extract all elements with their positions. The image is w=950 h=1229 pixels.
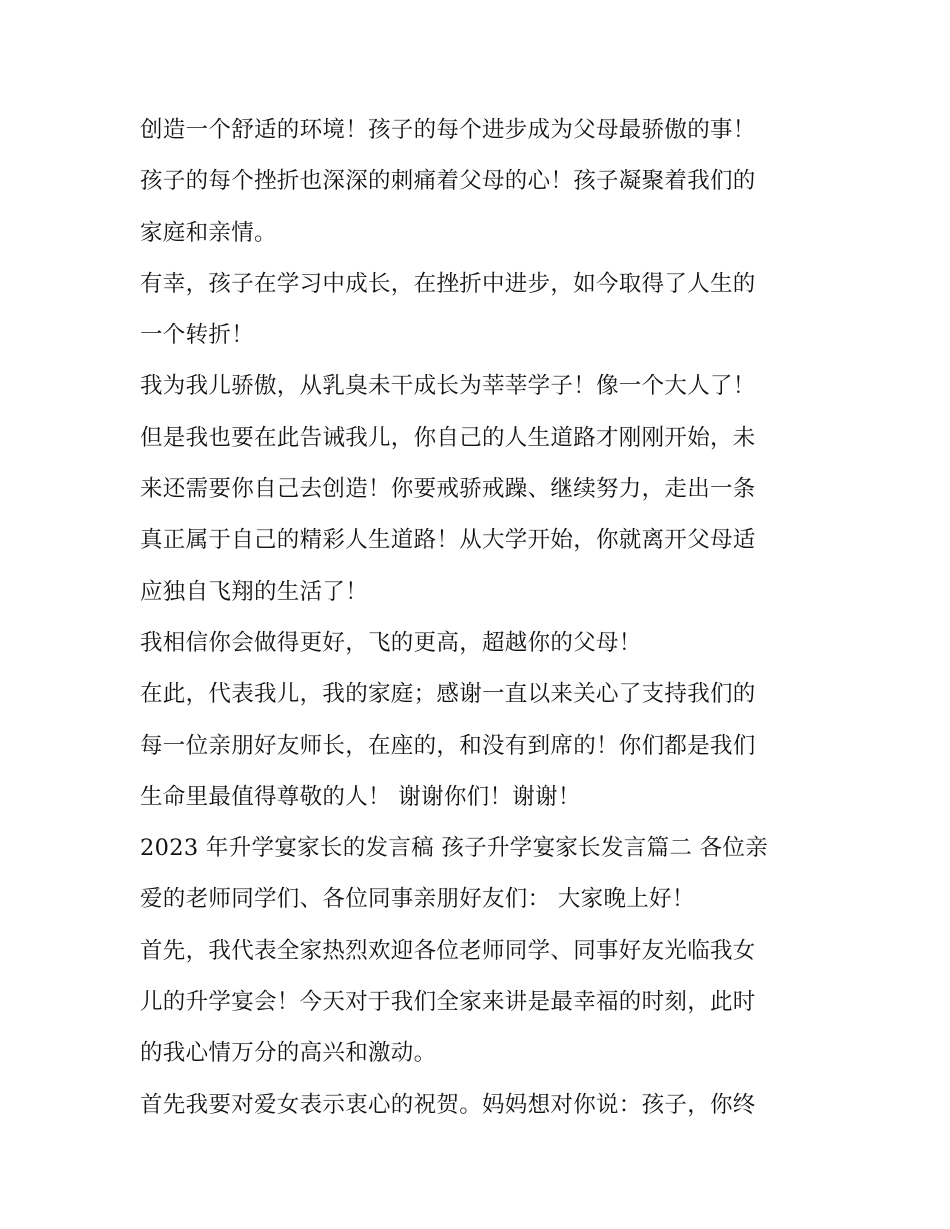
text-line-16: 爱的老师同学们、各位同事亲朋好友们： 大家晚上好！ (140, 886, 695, 913)
text-line-17: 首先，我代表全家热烈欢迎各位老师同学、同事好友光临我女 (140, 937, 756, 964)
text-line-9: 真正属于自己的精彩人生道路！从大学开始，你就离开父母适 (140, 527, 756, 554)
text-line-6: 我为我儿骄傲，从乳臭未干成长为莘莘学子！像一个大人了！ (140, 373, 756, 400)
text-line-2: 孩子的每个挫折也深深的刺痛着父母的心！孩子凝聚着我们的 (140, 168, 756, 195)
text-line-11: 我相信你会做得更好，飞的更高，超越你的父母！ (140, 629, 642, 656)
text-line-4: 有幸，孩子在学习中成长，在挫折中进步，如今取得了人生的 (140, 270, 756, 297)
text-line-3: 家庭和亲情。 (140, 219, 277, 246)
text-line-19: 的我心情万分的高兴和激动。 (140, 1040, 437, 1067)
text-line-13: 每一位亲朋好友师长，在座的，和没有到席的！你们都是我们 (140, 732, 756, 759)
text-line-1: 创造一个舒适的环境！孩子的每个进步成为父母最骄傲的事！ (140, 117, 756, 143)
document-body (140, 105, 820, 1131)
text-line-10: 应独自飞翔的生活了！ (140, 578, 369, 605)
text-line-5: 一个转折！ (140, 322, 255, 349)
text-line-15: 2023 年升学宴家长的发言稿 孩子升学宴家长发言篇二 各位亲 (140, 835, 769, 862)
text-line-20: 首先我要对爱女表示衷心的祝贺。妈妈想对你说：孩子，你终 (140, 1091, 756, 1118)
text-line-18: 儿的升学宴会！今天对于我们全家来讲是最幸福的时刻，此时 (140, 989, 756, 1016)
text-line-8: 来还需要你自己去创造！你要戒骄戒躁、继续努力，走出一条 (140, 476, 756, 503)
text-line-7: 但是我也要在此告诫我儿，你自己的人生道路才刚刚开始，未 (140, 424, 756, 451)
text-line-14: 生命里最值得尊敬的人！ 谢谢你们！谢谢！ (140, 783, 581, 810)
text-line-12: 在此，代表我儿，我的家庭；感谢一直以来关心了支持我们的 (140, 681, 756, 708)
